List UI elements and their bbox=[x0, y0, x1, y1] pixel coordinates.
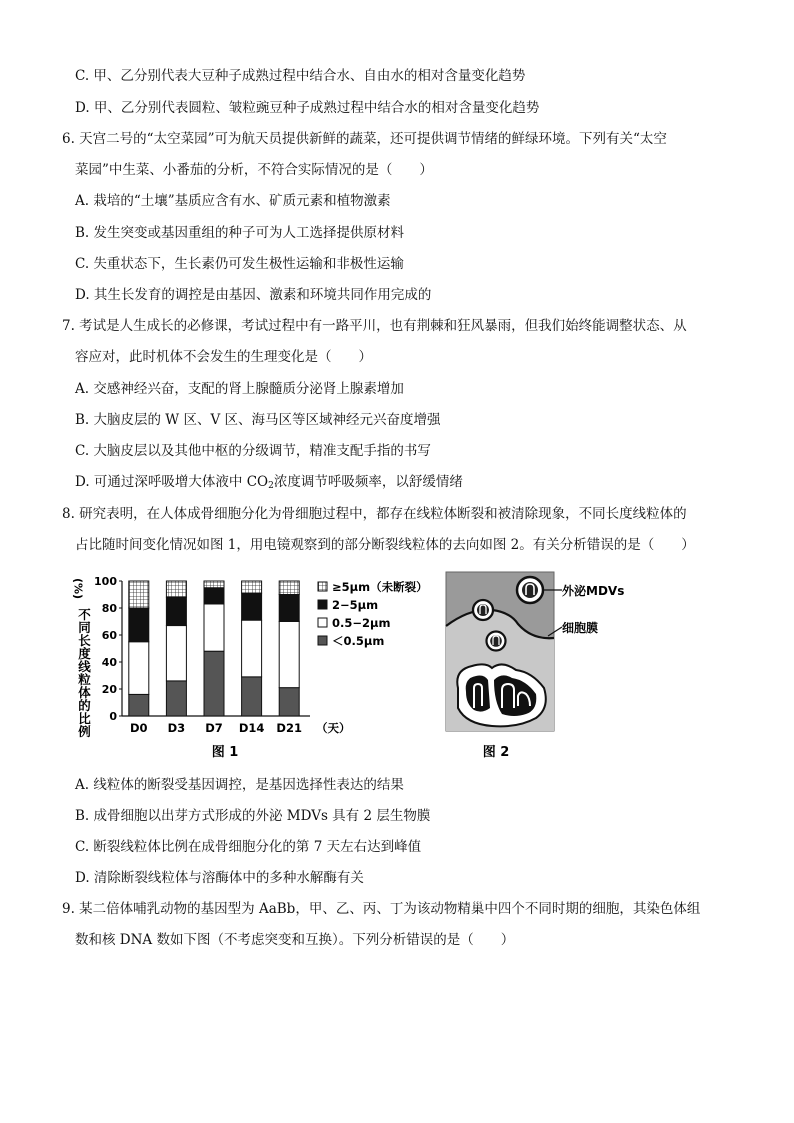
mdv-vesicle-budding bbox=[473, 600, 493, 620]
bar-D0-series-3 bbox=[129, 581, 149, 608]
x-axis-unit: （天） bbox=[316, 721, 351, 735]
option-8c: C. 断裂线粒体比例在成骨细胞分化的第 7 天左右达到峰值 bbox=[75, 839, 422, 855]
question-7-stem-cont: 容应对，此时机体不会发生的生理变化是（ ） bbox=[75, 349, 372, 365]
option-5d: D. 甲、乙分别代表圆粒、皱粒豌豆种子成熟过程中结合水的相对含量变化趋势 bbox=[75, 100, 540, 116]
option-8b: B. 成骨细胞以出芽方式形成的外泌 MDVs 具有 2 层生物膜 bbox=[75, 808, 431, 824]
x-tick-label: D3 bbox=[167, 721, 186, 735]
legend-label: 0.5−2μm bbox=[332, 616, 391, 630]
legend-label: 2−5μm bbox=[332, 598, 379, 612]
bar-D21-series-2 bbox=[279, 595, 299, 622]
y-tick-label: 0 bbox=[109, 710, 117, 723]
mdv-vesicle-inside bbox=[487, 632, 506, 651]
question-7-stem: 7. 考试是人生成长的必修课，考试过程中有一路平川，也有荆棘和狂风暴雨，但我们始终能调整状态、从 bbox=[62, 318, 687, 334]
option-6b: B. 发生突变或基因重组的种子可为人工选择提供原材料 bbox=[75, 225, 405, 241]
option-8d: D. 清除断裂线粒体与溶酶体中的多种水解酶有关 bbox=[75, 870, 364, 886]
question-9-stem: 9. 某二倍体哺乳动物的基因型为 AaBb，甲、乙、丙、丁为该动物精巢中四个不同时期的细胞，其染色体组 bbox=[62, 901, 701, 917]
bar-D0-series-1 bbox=[129, 642, 149, 695]
bar-D14-series-1 bbox=[242, 620, 262, 677]
bar-D14-series-3 bbox=[242, 581, 262, 593]
option-8a: A. 线粒体的断裂受基因调控，是基因选择性表达的结果 bbox=[75, 777, 404, 793]
figure-1-stacked-bar-chart bbox=[70, 568, 430, 764]
bar-D7-series-3 bbox=[204, 581, 224, 588]
bar-D14-series-2 bbox=[242, 593, 262, 620]
y-axis-label-group bbox=[72, 578, 92, 738]
option-7a: A. 交感神经兴奋，支配的肾上腺髓质分泌肾上腺素增加 bbox=[75, 381, 404, 397]
y-tick-label: 100 bbox=[94, 575, 117, 588]
x-tick-label: D7 bbox=[205, 721, 223, 735]
bar-D21-series-3 bbox=[279, 581, 299, 595]
bar-D21-series-0 bbox=[279, 688, 299, 716]
question-8-stem: 8. 研究表明，在人体成骨细胞分化为骨细胞过程中，都存在线粒体断裂和被清除现象，不同长度线粒体的 bbox=[62, 506, 687, 522]
mdv-vesicle-outside bbox=[517, 577, 543, 603]
bar-D3-series-3 bbox=[166, 581, 186, 597]
bar-D7-series-2 bbox=[204, 588, 224, 604]
option-6a: A. 栽培的“土壤”基质应含有水、矿质元素和植物激素 bbox=[75, 193, 391, 209]
bar-D0-series-0 bbox=[129, 694, 149, 716]
x-tick-label: D14 bbox=[238, 721, 265, 735]
bar-D3-series-2 bbox=[166, 597, 186, 625]
x-tick-label: D0 bbox=[130, 721, 148, 735]
legend-label: ＜0.5μm bbox=[332, 634, 385, 648]
legend-swatch bbox=[318, 600, 327, 609]
bar-D14-series-0 bbox=[242, 677, 262, 716]
y-tick-label: 20 bbox=[101, 683, 117, 696]
legend-swatch bbox=[318, 582, 327, 591]
label-mdvs: 外泌MDVs bbox=[562, 584, 625, 598]
option-5c: C. 甲、乙分别代表大豆种子成熟过程中结合水、自由水的相对含量变化趋势 bbox=[75, 68, 526, 84]
question-8-stem-cont: 占比随时间变化情况如图 1，用电镜观察到的部分断裂线粒体的去向如图 2。有关分析错误的是（ ） bbox=[75, 537, 695, 553]
bar-D7-series-0 bbox=[204, 651, 224, 716]
bar-D3-series-1 bbox=[166, 626, 186, 681]
y-tick-label: 80 bbox=[101, 602, 117, 615]
question-6-stem: 6. 天宫二号的“太空菜园”可为航天员提供新鲜的蔬菜，还可提供调节情绪的鲜绿环境。下列有关“太空 bbox=[62, 131, 667, 147]
y-tick-label: 40 bbox=[101, 656, 117, 669]
chart-legend bbox=[318, 580, 428, 648]
legend-label: ≥5μm（未断裂） bbox=[332, 580, 428, 594]
option-6c: C. 失重状态下，生长素仍可发生极性运输和非极性运输 bbox=[75, 256, 404, 272]
label-cell-membrane: 细胞膜 bbox=[562, 621, 599, 635]
x-tick-label: D21 bbox=[276, 721, 302, 735]
option-7d: D. 可通过深呼吸增大体液中 $CO_2$浓度调节呼吸频率，以舒缓情绪 bbox=[75, 474, 463, 491]
bar-D7-series-1 bbox=[204, 604, 224, 651]
figure-2-micrograph bbox=[440, 568, 640, 764]
option-6d: D. 其生长发育的调控是由基因、激素和环境共同作用完成的 bbox=[75, 287, 432, 303]
figure-1-caption: 图 1 bbox=[211, 745, 239, 760]
y-tick-label: 60 bbox=[101, 629, 117, 642]
figure-2-caption: 图 2 bbox=[482, 745, 510, 760]
y-axis-label: 不同长度线粒体的比例 bbox=[76, 608, 92, 738]
legend-swatch bbox=[318, 636, 327, 645]
option-7c: C. 大脑皮层以及其他中枢的分级调节，精准支配手指的书写 bbox=[75, 443, 431, 459]
option-7b: B. 大脑皮层的 W 区、V 区、海马区等区域神经元兴奋度增强 bbox=[75, 412, 441, 428]
legend-swatch bbox=[318, 618, 327, 627]
bar-D3-series-0 bbox=[166, 681, 186, 716]
question-9-stem-cont: 数和核 DNA 数如下图（不考虑突变和互换）。下列分析错误的是（ ） bbox=[75, 932, 515, 948]
y-axis-unit: (%) bbox=[71, 578, 85, 600]
question-6-stem-cont: 菜园”中生菜、小番茄的分析，不符合实际情况的是（ ） bbox=[75, 162, 433, 178]
bar-D0-series-2 bbox=[129, 608, 149, 642]
chart-bars bbox=[129, 581, 299, 716]
bar-D21-series-1 bbox=[279, 622, 299, 688]
